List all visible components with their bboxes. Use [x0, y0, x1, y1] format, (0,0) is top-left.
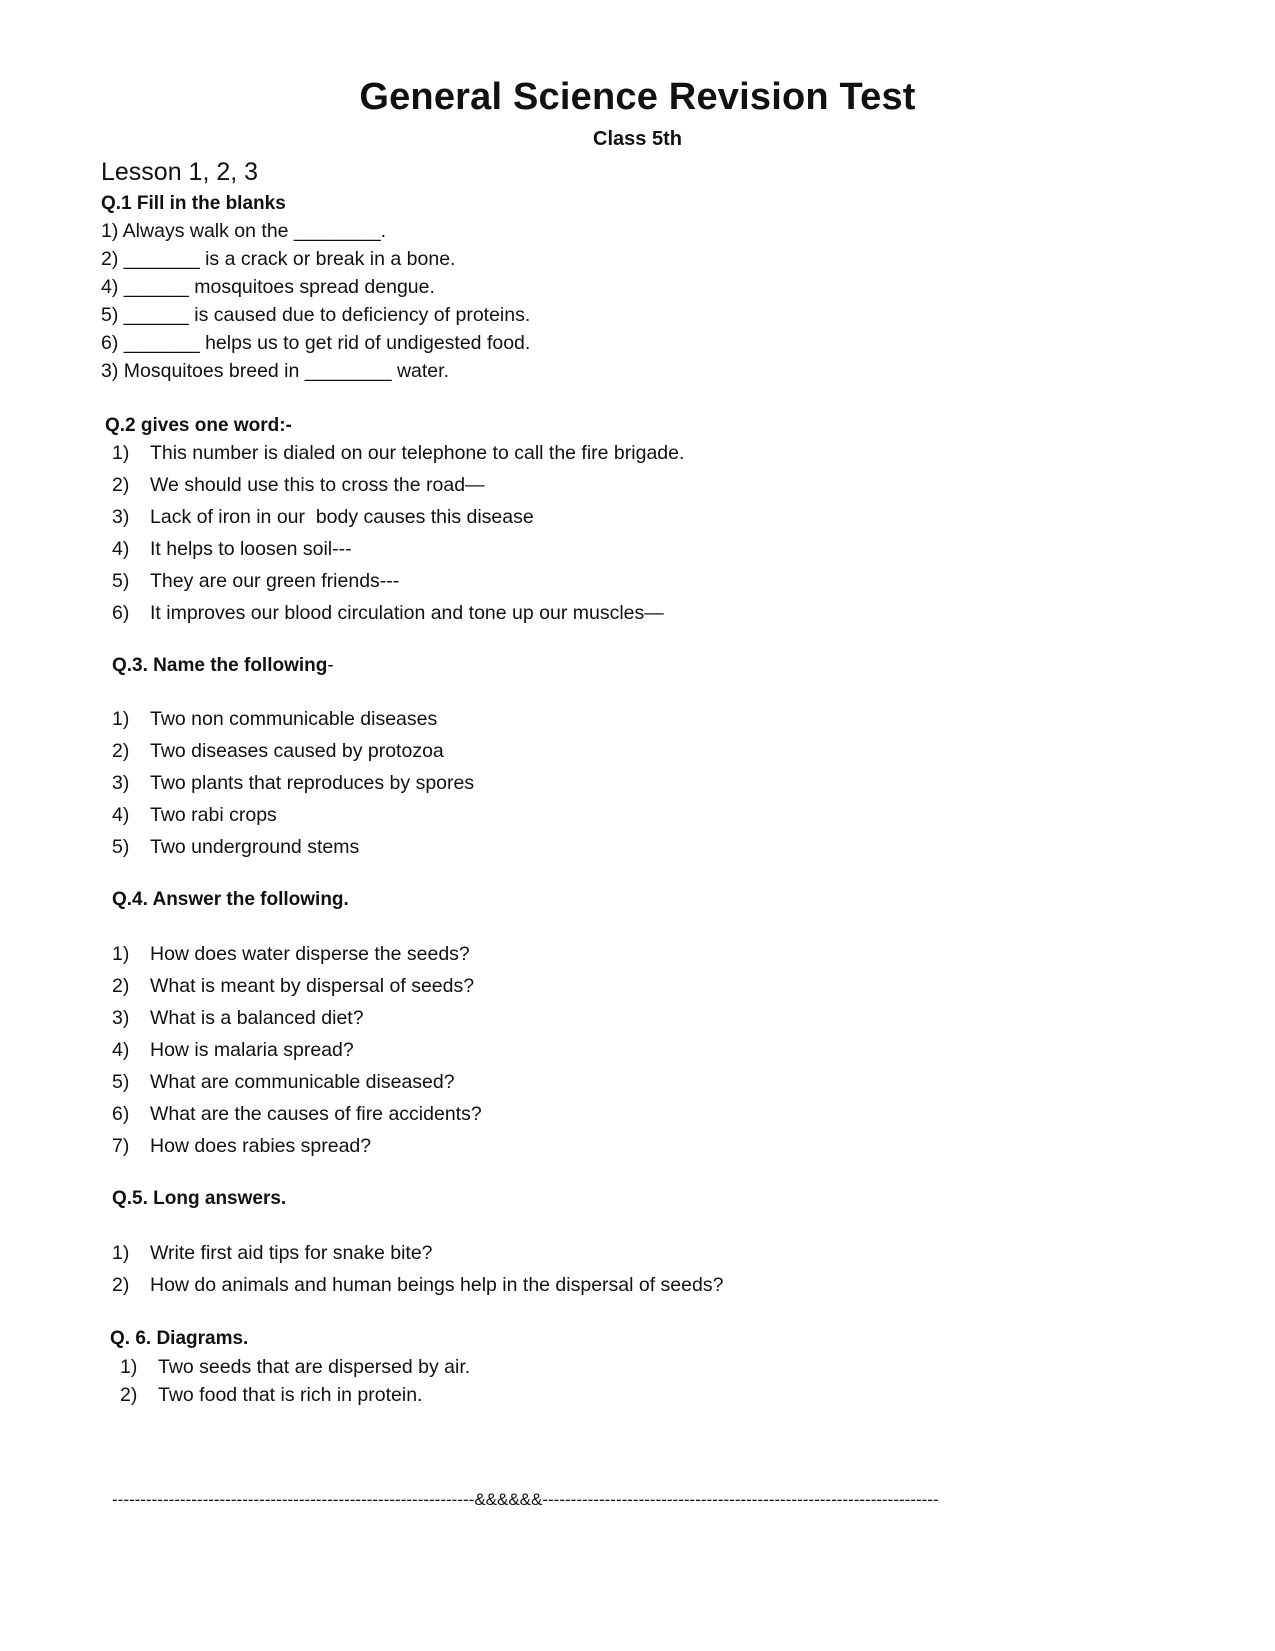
item-number: 2) [112, 1274, 130, 1296]
item-number: 2) [112, 975, 130, 997]
item-text: How do animals and human beings help in the dispersal of seeds? [150, 1274, 724, 1296]
item-number: 5) [112, 570, 130, 592]
item-text: What is meant by dispersal of seeds? [150, 975, 475, 997]
item-number: 6) [112, 1103, 130, 1125]
q1-item: 5) ______ is caused due to deficiency of proteins. [101, 304, 531, 326]
item-text: They are our green friends--- [150, 570, 400, 592]
q4-heading: Q.4. Answer the following. [112, 889, 349, 910]
item-number: 1) [112, 943, 130, 965]
item-number: 7) [112, 1135, 130, 1157]
item-number: 1) [120, 1356, 138, 1378]
item-text: Two seeds that are dispersed by air. [158, 1356, 471, 1378]
item-text: Two non communicable diseases [150, 708, 438, 730]
item-number: 1) [112, 708, 130, 730]
item-text: Write first aid tips for snake bite? [150, 1242, 433, 1264]
item-number: 3) [112, 1007, 130, 1029]
item-text: It helps to loosen soil--- [150, 538, 352, 560]
item-text: What are the causes of fire accidents? [150, 1103, 482, 1125]
item-text: What is a balanced diet? [150, 1007, 364, 1029]
q1-item: 6) _______ helps us to get rid of undigested food. [101, 332, 531, 354]
item-number: 4) [112, 804, 130, 826]
item-number: 3) [112, 506, 130, 528]
item-text: How does water disperse the seeds? [150, 943, 470, 965]
q1-heading: Q.1 Fill in the blanks [101, 193, 286, 214]
q3-heading: Q.3. Name the following [112, 655, 328, 676]
q2-heading: Q.2 gives one word:- [105, 415, 292, 436]
q5-heading: Q.5. Long answers. [112, 1188, 287, 1209]
item-number: 2) [112, 740, 130, 762]
item-number: 2) [112, 474, 130, 496]
item-text: How is malaria spread? [150, 1039, 354, 1061]
item-number: 5) [112, 836, 130, 858]
page-subtitle: Class 5th [593, 128, 682, 150]
item-text: What are communicable diseased? [150, 1071, 455, 1093]
q3-heading-row [112, 655, 334, 677]
item-text: Lack of iron in our body causes this disease [150, 506, 534, 528]
item-text: Two food that is rich in protein. [158, 1384, 423, 1406]
q6-heading: Q. 6. Diagrams. [110, 1328, 249, 1349]
q3-heading-suffix: - [327, 655, 334, 676]
q1-item: 4) ______ mosquitoes spread dengue. [101, 276, 435, 298]
item-number: 4) [112, 538, 130, 560]
q1-item: 2) _______ is a crack or break in a bone. [101, 248, 456, 270]
item-number: 4) [112, 1039, 130, 1061]
item-number: 5) [112, 1071, 130, 1093]
lesson-label: Lesson 1, 2, 3 [101, 158, 259, 186]
item-number: 1) [112, 1242, 130, 1264]
item-number: 1) [112, 442, 130, 464]
q1-item: 3) Mosquitoes breed in ________ water. [101, 360, 449, 382]
item-text: This number is dialed on our telephone to call the fire brigade. [150, 442, 685, 464]
item-number: 3) [112, 772, 130, 794]
item-text: Two plants that reproduces by spores [150, 772, 475, 794]
item-text: Two diseases caused by protozoa [150, 740, 444, 762]
item-text: We should use this to cross the road— [150, 474, 485, 496]
item-text: Two rabi crops [150, 804, 277, 826]
footer-divider: ----------------------------------------------------------------&&&&&&---------------------------------------------------------------------- [112, 1490, 939, 1509]
item-text: It improves our blood circulation and tone up our muscles— [150, 602, 664, 624]
page-title: General Science Revision Test [359, 76, 916, 118]
item-number: 2) [120, 1384, 138, 1406]
item-text: Two underground stems [150, 836, 360, 858]
item-number: 6) [112, 602, 130, 624]
item-text: How does rabies spread? [150, 1135, 372, 1157]
q1-item: 1) Always walk on the ________. [101, 220, 387, 242]
